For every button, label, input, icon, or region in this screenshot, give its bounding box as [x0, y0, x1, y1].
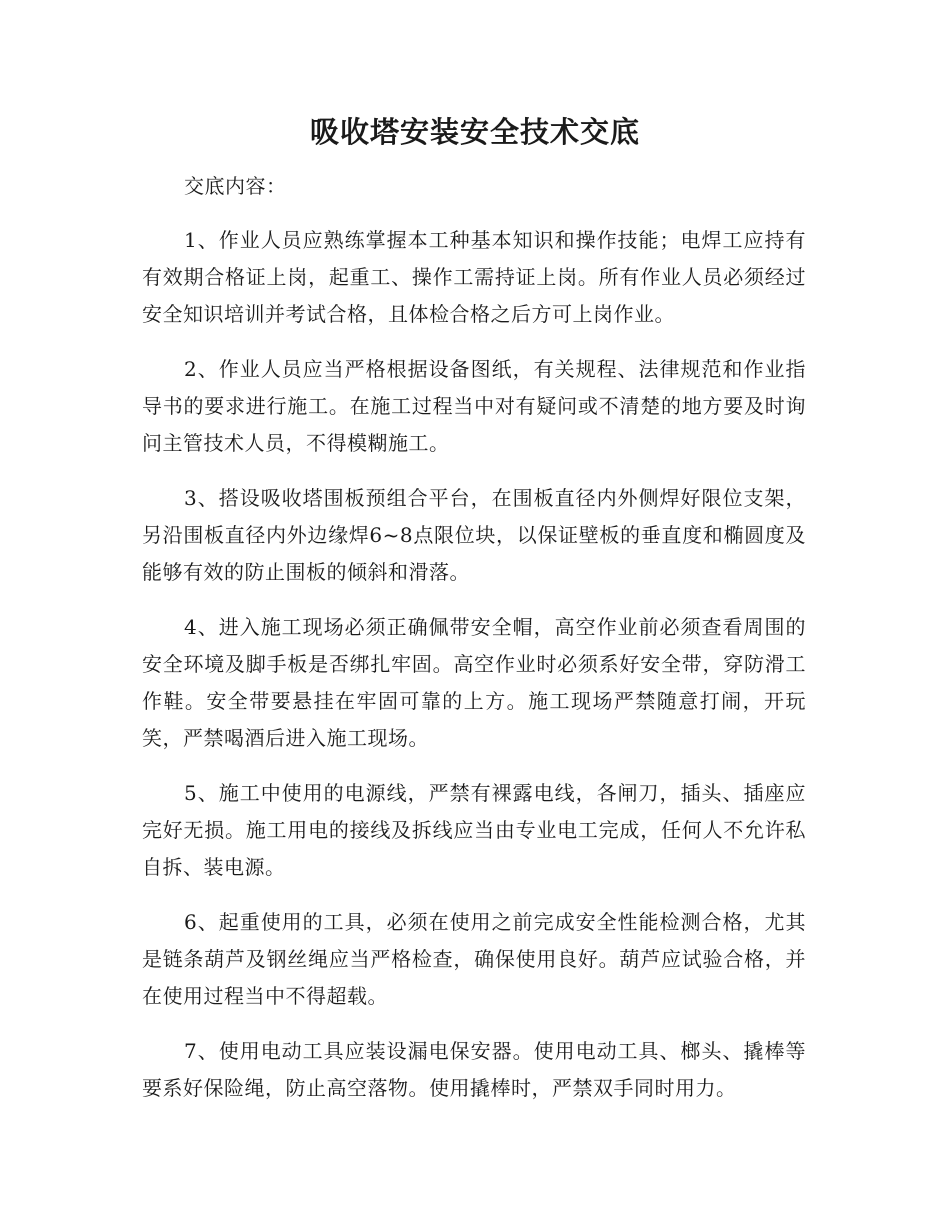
document-body	[142, 168, 806, 1125]
paragraph-item-1: 1、作业人员应熟练掌握本工种基本知识和操作技能；电焊工应持有有效期合格证上岗，起重工、操作工需持证上岗。所有作业人员必须经过安全知识培训并考试合格，且体检合格之后方可上岗作业。	[142, 228, 806, 326]
paragraph-item-4: 4、进入施工现场必须正确佩带安全帽，高空作业前必须查看周围的安全环境及脚手板是否绑扎牢固。高空作业时必须系好安全带，穿防滑工作鞋。安全带要悬挂在牢固可靠的上方。施工现场严禁随意打闹，开玩笑，严禁喝酒后进入施工现场。	[142, 615, 806, 750]
intro-label: 交底内容：	[184, 174, 287, 198]
paragraph-item-3: 3、搭设吸收塔围板预组合平台，在围板直径内外侧焊好限位支架，另沿围板直径内外边缘焊6~8点限位块，以保证壁板的垂直度和椭圆度及能够有效的防止围板的倾斜和滑落。	[142, 486, 806, 584]
paragraph-item-6: 6、起重使用的工具，必须在使用之前完成安全性能检测合格，尤其是链条葫芦及钢丝绳应当严格检查，确保使用良好。葫芦应试验合格，并在使用过程当中不得超载。	[142, 910, 806, 1008]
paragraph-item-7: 7、使用电动工具应装设漏电保安器。使用电动工具、榔头、撬棒等要系好保险绳，防止高空落物。使用撬棒时，严禁双手同时用力。	[142, 1039, 806, 1100]
paragraph-item-2: 2、作业人员应当严格根据设备图纸，有关规程、法律规范和作业指导书的要求进行施工。在施工过程当中对有疑问或不清楚的地方要及时询问主管技术人员，不得模糊施工。	[142, 357, 806, 455]
paragraph-item-5: 5、施工中使用的电源线，严禁有裸露电线，各闸刀，插头、插座应完好无损。施工用电的接线及拆线应当由专业电工完成，任何人不允许私自拆、装电源。	[142, 781, 806, 879]
document-title: 吸收塔安装安全技术交底	[309, 115, 640, 149]
